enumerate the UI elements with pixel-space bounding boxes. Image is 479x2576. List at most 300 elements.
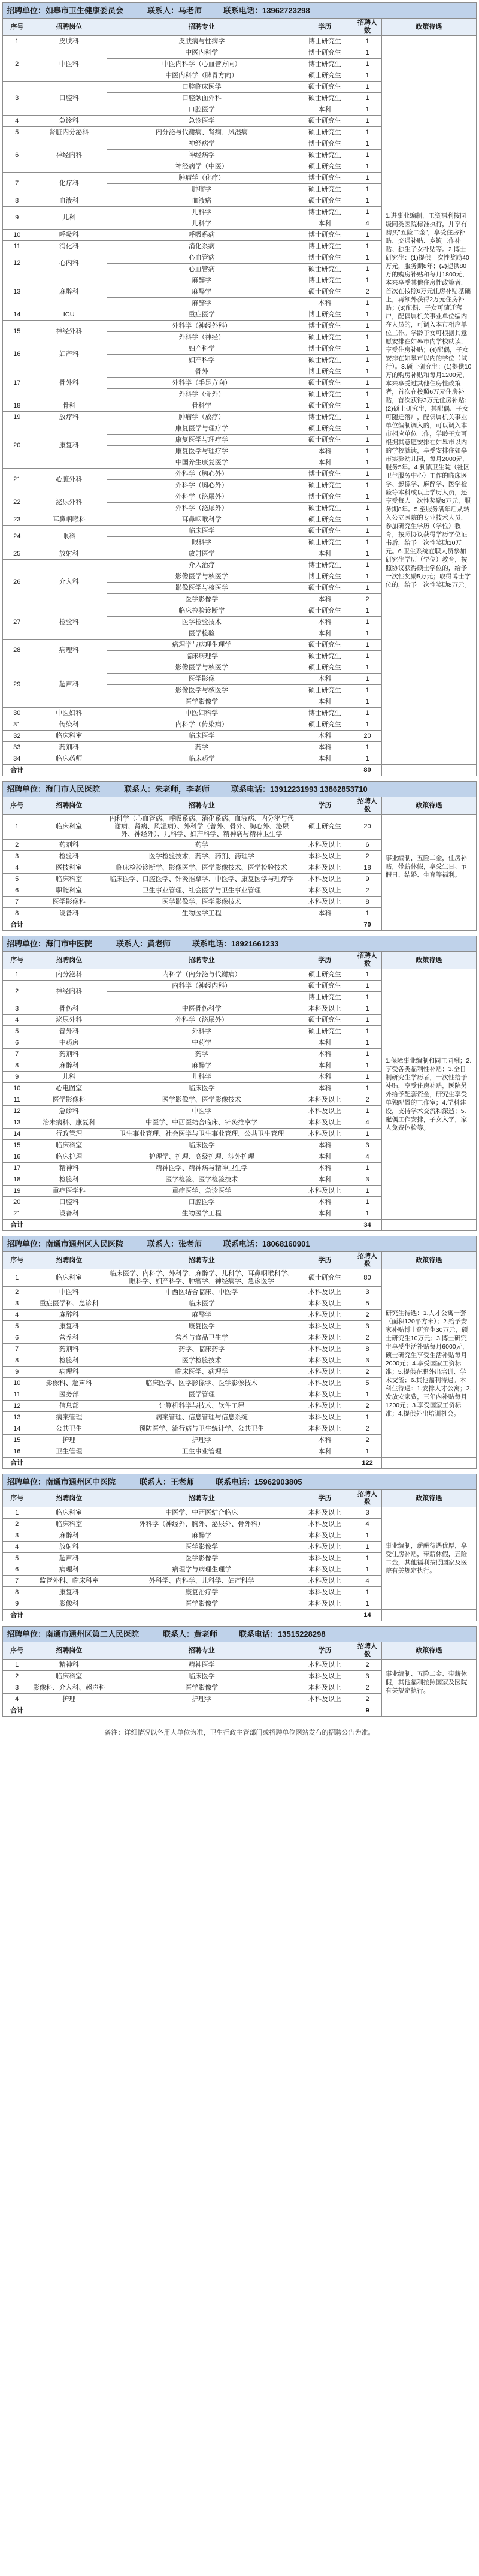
required-major: 中医骨伤科学 (107, 1003, 296, 1015)
job-post: 麻醉科 (31, 1310, 107, 1321)
job-post: 临床科室 (31, 1140, 107, 1151)
row-number: 10 (3, 230, 31, 241)
education-level: 博士研究生 (296, 708, 353, 719)
education-level: 本科 (296, 1083, 353, 1094)
headcount: 1 (353, 1587, 381, 1598)
job-post: 骨伤科 (31, 1003, 107, 1015)
required-major: 病理学与病理生理学 (107, 1564, 296, 1576)
headcount: 1 (353, 1106, 381, 1117)
education-level: 硕士研究生 (296, 400, 353, 412)
row-number: 26 (3, 560, 31, 605)
row-number: 5 (3, 127, 31, 138)
headcount: 1 (353, 1530, 381, 1542)
headcount: 1 (353, 343, 381, 355)
recruitment-table (2, 2, 477, 776)
education-level: 本科 (296, 1174, 353, 1186)
job-post: 监管外科、临床科室 (31, 1576, 107, 1587)
education-level: 本科及以上 (296, 1003, 353, 1015)
row-number: 18 (3, 400, 31, 412)
headcount: 1 (353, 298, 381, 309)
row-number: 合计 (3, 1458, 31, 1469)
row-number: 33 (3, 742, 31, 753)
job-post: 药剂科 (31, 742, 107, 753)
required-major: 护理学 (107, 1694, 296, 1705)
required-major: 计算机科学与技术、软件工程 (107, 1401, 296, 1412)
job-post: 病理科 (31, 1564, 107, 1576)
job-post: 医学影像科 (31, 1094, 107, 1106)
policy-benefits: 1.进事业编制，工资福利按同级同类医院标准执行，并享有购买"五险二金"，享受住房补贴、交通补贴、乡镇工作补贴、独生子女补贴等。2.博士研究生：(1)提供一次性奖励40万元，服务期8年；(2)提供80万的购房补贴和每月1800元，本来享受其他住房性政策者，首次在按照6万元住房补贴基础上，再额外获得2万元住房补贴；(3)配偶、子女可随迁落户，配偶属机关事业单位编内在人员的，可调入本市相应单位工作。学龄子女可根据其意愿安排在如皋市内学校就读，享受住房补贴；(4)配偶，子女安排在如皋市以内的学位（试行）。3.硕士研究生：(1)提供10万的购房补贴和每月1200元，本来享受过其他住房性政策者，首次在按照6万元住房补贴，首次获得3万元住房补贴；(2)硕士研究生，其配偶、子女可随迁落户，配偶属机关事业单位编制调入的，可以调入本市相应单位工作，学龄子女可根据其意愿安排在如皋市以内的学校就读，享受安排住如皋市实验幼儿园，每月2000元，服务5年。4.到镇卫生院（社区卫生服务中心）工作的临床医学、影像学、麻醉学、医学检验等本科或以上学历人员，还享受每人一次性奖励8万元，服务期8年。5.至服务满年后从转入公立医院的专业技术人员，参加研究生学历（学位）教育，按照协议获得学历学位证书后，给予一次性奖励10万元。6.卫生系统在职人员参加研究生学历（学位）教育，按照协议获得硕士学位的，给予一次性奖励5万元；取得博士学位的，给予一次性奖励8万元。 (381, 36, 476, 765)
required-major: 呼吸系病 (107, 230, 296, 241)
required-major: 医学影像学 (107, 1542, 296, 1553)
required-major: 麻醉学 (107, 1530, 296, 1542)
required-major: 外科学（胸心外） (107, 480, 296, 491)
headcount: 1 (353, 1060, 381, 1072)
education-level: 本科 (296, 1060, 353, 1072)
job-post (31, 1705, 107, 1717)
job-post: 心脏外科 (31, 469, 107, 491)
headcount: 18 (353, 862, 381, 874)
row-number: 7 (3, 1049, 31, 1060)
required-major: 内科学（心血管病、呼吸系病、消化系病、血液病、内分泌与代谢病、肾病、风湿病）、外科学（普外、骨外、胸心外、泌尿外、神经外）、儿科学、妇产科学、精神病与精神卫生学 (107, 815, 296, 840)
required-major: 临床医学 (107, 1140, 296, 1151)
headcount: 1 (353, 1049, 381, 1060)
required-major: 中医妇科学 (107, 708, 296, 719)
column-header: 招聘岗位 (31, 19, 107, 36)
headcount: 1 (353, 1564, 381, 1576)
headcount: 1 (353, 435, 381, 446)
headcount: 5 (353, 1298, 381, 1310)
job-post: 消化科 (31, 241, 107, 252)
headcount: 1 (353, 469, 381, 480)
headcount: 1 (353, 981, 381, 992)
row-number: 16 (3, 343, 31, 366)
required-major: 医学影像 (107, 674, 296, 685)
required-major: 康复医学 (107, 1321, 296, 1332)
contact-phone: 联系电话：18068160901 (223, 1239, 310, 1248)
job-post: 行政管理 (31, 1129, 107, 1140)
headcount: 1 (353, 708, 381, 719)
row-number: 32 (3, 731, 31, 742)
required-major: 临床医学 (107, 1298, 296, 1310)
headcount: 1 (353, 651, 381, 662)
required-major: 内科学（神经内科） (107, 981, 296, 992)
required-major: 药学、临床药学 (107, 1344, 296, 1355)
headcount: 1 (353, 423, 381, 435)
education-level: 博士研究生 (296, 309, 353, 321)
required-major: 外科学（神经） (107, 332, 296, 343)
required-major: 临床检验诊断学 (107, 605, 296, 617)
headcount: 1 (353, 355, 381, 366)
row-number: 4 (3, 1015, 31, 1026)
required-major: 外科学（泌尿外） (107, 503, 296, 514)
hiring-unit: 招聘单位：南通市通州区第二人民医院 (7, 1630, 140, 1639)
row-number: 11 (3, 1094, 31, 1106)
headcount: 1 (353, 36, 381, 47)
headcount: 122 (353, 1458, 381, 1469)
row-number: 7 (3, 1344, 31, 1355)
headcount: 4 (353, 218, 381, 230)
required-major: 中医内科学（脾胃方向） (107, 70, 296, 82)
required-major: 精神医学、精神病与精神卫生学 (107, 1163, 296, 1174)
job-post: 临床科室 (31, 731, 107, 742)
job-post: 精神科 (31, 1163, 107, 1174)
required-major: 口腔颌面外科 (107, 93, 296, 104)
headcount: 1 (353, 1186, 381, 1197)
required-major: 卫生事业管理 (107, 1446, 296, 1458)
required-major (107, 992, 296, 1003)
education-level: 硕士研究生 (296, 161, 353, 173)
job-post: 麻醉科 (31, 275, 107, 309)
education-level: 博士研究生 (296, 992, 353, 1003)
job-post: 口腔科 (31, 1197, 107, 1208)
row-number: 合计 (3, 919, 31, 931)
job-post: 骨科 (31, 400, 107, 412)
job-post: 泌尿外科 (31, 491, 107, 514)
required-major: 麻醉学 (107, 275, 296, 286)
required-major: 肿瘤学（放疗） (107, 412, 296, 423)
required-major: 麻醉学 (107, 1310, 296, 1321)
row-number: 2 (3, 840, 31, 851)
education-level: 博士研究生 (296, 366, 353, 378)
headcount: 20 (353, 731, 381, 742)
education-level: 硕士研究生 (296, 150, 353, 161)
section-gap (2, 776, 477, 781)
headcount: 1 (353, 1446, 381, 1458)
column-header: 学历 (296, 1642, 353, 1660)
education-level: 博士研究生 (296, 59, 353, 70)
column-header: 政策待遇 (381, 1642, 476, 1660)
job-post (31, 1610, 107, 1621)
empty-cell (381, 765, 476, 776)
table-row (3, 1458, 477, 1469)
headcount: 1 (353, 184, 381, 195)
headcount: 1 (353, 275, 381, 286)
table-row (3, 1220, 477, 1231)
column-header: 学历 (296, 952, 353, 969)
column-header: 学历 (296, 1490, 353, 1507)
required-major: 急诊医学 (107, 116, 296, 127)
required-major: 内科学（传染病） (107, 719, 296, 731)
education-level: 本科及以上 (296, 1682, 353, 1694)
required-major: 医学检验技术、药学、药剂、药理学 (107, 851, 296, 862)
required-major: 临床医学 (107, 526, 296, 537)
headcount: 1 (353, 70, 381, 82)
recruitment-table (2, 936, 477, 1231)
headcount: 4 (353, 1519, 381, 1530)
education-level: 本科及以上 (296, 885, 353, 897)
job-post: 泌尿外科 (31, 1015, 107, 1026)
education-level: 本科 (296, 742, 353, 753)
recruitment-table (2, 1626, 477, 1717)
headcount: 1 (353, 207, 381, 218)
required-major: 神经病学 (107, 138, 296, 150)
required-major: 医学检验技术 (107, 617, 296, 628)
recruitment-table (2, 1236, 477, 1469)
row-number: 合计 (3, 765, 31, 776)
column-header: 招聘人数 (353, 952, 381, 969)
headcount: 80 (353, 765, 381, 776)
headcount: 1 (353, 526, 381, 537)
row-number: 5 (3, 1321, 31, 1332)
required-major: 医学影像学 (107, 696, 296, 708)
headcount: 1 (353, 548, 381, 560)
job-post: 营养科 (31, 1332, 107, 1344)
column-header: 学历 (296, 1252, 353, 1269)
row-number: 10 (3, 1378, 31, 1389)
row-number: 1 (3, 1507, 31, 1519)
table-row (3, 969, 477, 981)
job-post: 信息部 (31, 1401, 107, 1412)
education-level: 硕士研究生 (296, 815, 353, 840)
required-major: 药学 (107, 742, 296, 753)
required-major: 医学影像学 (107, 1598, 296, 1610)
education-level: 硕士研究生 (296, 127, 353, 138)
education-level: 本科及以上 (296, 1564, 353, 1576)
headcount: 1 (353, 116, 381, 127)
required-major: 临床检验诊断学、影像医学、医学影像技术、医学检验技术 (107, 862, 296, 874)
required-major (107, 1705, 296, 1717)
job-post (31, 1220, 107, 1231)
column-header: 序号 (3, 19, 31, 36)
row-number: 20 (3, 423, 31, 469)
education-level: 博士研究生 (296, 230, 353, 241)
required-major: 营养与食品卫生学 (107, 1332, 296, 1344)
headcount: 1 (353, 1015, 381, 1026)
education-level: 硕士研究生 (296, 526, 353, 537)
row-number: 合计 (3, 1705, 31, 1717)
headcount: 1 (353, 241, 381, 252)
required-major: 医学管理 (107, 1389, 296, 1401)
column-header: 招聘岗位 (31, 1642, 107, 1660)
headcount: 1 (353, 1037, 381, 1049)
required-major: 神经病学 (107, 150, 296, 161)
empty-cell (381, 1458, 476, 1469)
job-post: 超声科 (31, 1553, 107, 1564)
row-number: 8 (3, 1587, 31, 1598)
contact-phone: 联系电话：18921661233 (192, 939, 279, 948)
education-level: 本科及以上 (296, 1507, 353, 1519)
column-header: 政策待遇 (381, 797, 476, 815)
required-major: 麻醉学 (107, 298, 296, 309)
job-post: 护理 (31, 1435, 107, 1446)
job-post: 康复科 (31, 1321, 107, 1332)
row-number: 1 (3, 1269, 31, 1287)
education-level: 硕士研究生 (296, 389, 353, 400)
row-number: 15 (3, 1435, 31, 1446)
headcount: 2 (353, 1660, 381, 1671)
required-major: 口腔临床医学 (107, 82, 296, 93)
policy-benefits: 事业编制、五险二金、带薪休假，其他福利按照国家及医院有关规定执行。 (381, 1660, 476, 1705)
education-level: 硕士研究生 (296, 719, 353, 731)
job-post: 康复科 (31, 1587, 107, 1598)
column-header: 序号 (3, 1642, 31, 1660)
education-level: 本科及以上 (296, 1186, 353, 1197)
row-number: 20 (3, 1197, 31, 1208)
education-level: 本科及以上 (296, 1344, 353, 1355)
education-level: 本科 (296, 298, 353, 309)
headcount: 9 (353, 874, 381, 885)
headcount: 1 (353, 1598, 381, 1610)
education-level: 本科及以上 (296, 1321, 353, 1332)
headcount: 1 (353, 161, 381, 173)
job-post: 放射科 (31, 1542, 107, 1553)
education-level: 本科及以上 (296, 1671, 353, 1682)
row-number: 9 (3, 1072, 31, 1083)
required-major: 康复医学与理疗学 (107, 423, 296, 435)
required-major: 儿科学 (107, 218, 296, 230)
required-major: 药学 (107, 1049, 296, 1060)
job-post: 检验科 (31, 1355, 107, 1367)
section-header (3, 1474, 477, 1490)
job-post: 中医妇科 (31, 708, 107, 719)
row-number: 2 (3, 981, 31, 1003)
required-major: 心血管病 (107, 264, 296, 275)
job-post: 职能科室 (31, 885, 107, 897)
headcount: 1 (353, 457, 381, 469)
education-level: 硕士研究生 (296, 378, 353, 389)
education-level: 本科及以上 (296, 1694, 353, 1705)
required-major: 药学 (107, 840, 296, 851)
job-post: 病案管理 (31, 1412, 107, 1423)
headcount: 1 (353, 662, 381, 674)
education-level: 硕士研究生 (296, 583, 353, 594)
column-header: 序号 (3, 1252, 31, 1269)
required-major: 中国养生康复医学 (107, 457, 296, 469)
row-number: 合计 (3, 1610, 31, 1621)
required-major: 病理学与病理生理学 (107, 640, 296, 651)
job-post: 耳鼻咽喉科 (31, 514, 107, 526)
row-number: 7 (3, 173, 31, 195)
education-level: 本科及以上 (296, 1542, 353, 1553)
required-major: 介入治疗 (107, 560, 296, 571)
row-number: 14 (3, 1129, 31, 1140)
education-level: 本科 (296, 1140, 353, 1151)
job-post: 临床科室 (31, 1519, 107, 1530)
headcount: 1 (353, 412, 381, 423)
table-row (3, 1705, 477, 1717)
required-major: 妇产科学 (107, 355, 296, 366)
education-level: 本科 (296, 457, 353, 469)
headcount: 1 (353, 491, 381, 503)
education-level: 本科及以上 (296, 1129, 353, 1140)
row-number: 27 (3, 605, 31, 640)
row-number: 3 (3, 851, 31, 862)
required-major: 影像医学与核医学 (107, 583, 296, 594)
education-level: 本科及以上 (296, 897, 353, 908)
education-level: 博士研究生 (296, 173, 353, 184)
headcount: 3 (353, 1321, 381, 1332)
headcount: 1 (353, 605, 381, 617)
headcount: 9 (353, 1705, 381, 1717)
table-row (3, 1660, 477, 1671)
required-major: 影像医学与核医学 (107, 685, 296, 696)
education-level: 博士研究生 (296, 47, 353, 59)
education-level: 博士研究生 (296, 241, 353, 252)
headcount: 1 (353, 309, 381, 321)
education-level: 本科及以上 (296, 874, 353, 885)
education-level: 本科 (296, 548, 353, 560)
table-row (3, 815, 477, 840)
required-major: 外科学（骨外） (107, 389, 296, 400)
section-gap (2, 1231, 477, 1236)
education-level: 博士研究生 (296, 571, 353, 583)
headcount: 1 (353, 753, 381, 765)
job-post: 化疗科 (31, 173, 107, 195)
education-level: 硕士研究生 (296, 264, 353, 275)
job-post: 影像科 (31, 1598, 107, 1610)
job-post: 临床科室 (31, 874, 107, 885)
education-level: 本科 (296, 1151, 353, 1163)
job-post: 神经内科 (31, 138, 107, 173)
column-header: 招聘人数 (353, 1252, 381, 1269)
contact-person: 联系人：马老师 (147, 6, 202, 15)
job-post: 麻醉科 (31, 1530, 107, 1542)
required-major: 康复医学与理疗学 (107, 446, 296, 457)
job-post: 检验科 (31, 605, 107, 640)
required-major: 影像医学与核医学 (107, 571, 296, 583)
job-post: 公共卫生 (31, 1423, 107, 1435)
row-number: 30 (3, 708, 31, 719)
required-major: 麻醉学 (107, 286, 296, 298)
job-post: 介入科 (31, 560, 107, 605)
education-level: 博士研究生 (296, 343, 353, 355)
policy-benefits: 事业编制，五险二金，住房补贴，带薪休假，享受生日、节假日、结婚、生育等福利。 (381, 815, 476, 919)
education-level: 硕士研究生 (296, 1269, 353, 1287)
column-header: 招聘专业 (107, 952, 296, 969)
required-major: 眼科学 (107, 537, 296, 548)
column-header: 招聘人数 (353, 19, 381, 36)
headcount: 1 (353, 264, 381, 275)
contact-phone: 联系电话：13962723298 (223, 6, 310, 15)
required-major: 临床药学 (107, 753, 296, 765)
column-header: 招聘专业 (107, 1490, 296, 1507)
education-level: 本科及以上 (296, 1332, 353, 1344)
education-level: 本科及以上 (296, 1378, 353, 1389)
job-post: 肾脏内分泌科 (31, 127, 107, 138)
education-level: 本科 (296, 674, 353, 685)
education-level: 硕士研究生 (296, 195, 353, 207)
required-major: 医学影像学、医学影像技术 (107, 897, 296, 908)
required-major: 中医内科学（心血管方向） (107, 59, 296, 70)
required-major: 临床医学 (107, 731, 296, 742)
job-post: 急诊科 (31, 1106, 107, 1117)
headcount: 3 (353, 1355, 381, 1367)
row-number: 6 (3, 1332, 31, 1344)
required-major: 口腔医学 (107, 1197, 296, 1208)
required-major: 口腔医学 (107, 104, 296, 116)
job-post: 病理科 (31, 640, 107, 662)
headcount: 4 (353, 1117, 381, 1129)
headcount: 1 (353, 480, 381, 491)
education-level: 硕士研究生 (296, 503, 353, 514)
headcount: 1 (353, 104, 381, 116)
row-number: 12 (3, 252, 31, 275)
job-post: 药剂科 (31, 1049, 107, 1060)
row-number: 9 (3, 207, 31, 230)
headcount: 1 (353, 1553, 381, 1564)
headcount: 2 (353, 1094, 381, 1106)
job-post (31, 765, 107, 776)
job-post: 临床药师 (31, 753, 107, 765)
contact-person: 联系人：黄老师 (163, 1630, 218, 1639)
headcount: 2 (353, 286, 381, 298)
headcount: 2 (353, 594, 381, 605)
required-major: 重症医学、急诊医学 (107, 1186, 296, 1197)
row-number: 8 (3, 908, 31, 919)
required-major: 外科学（手足方向） (107, 378, 296, 389)
required-major: 儿科学 (107, 1072, 296, 1083)
table-row (3, 1507, 477, 1519)
